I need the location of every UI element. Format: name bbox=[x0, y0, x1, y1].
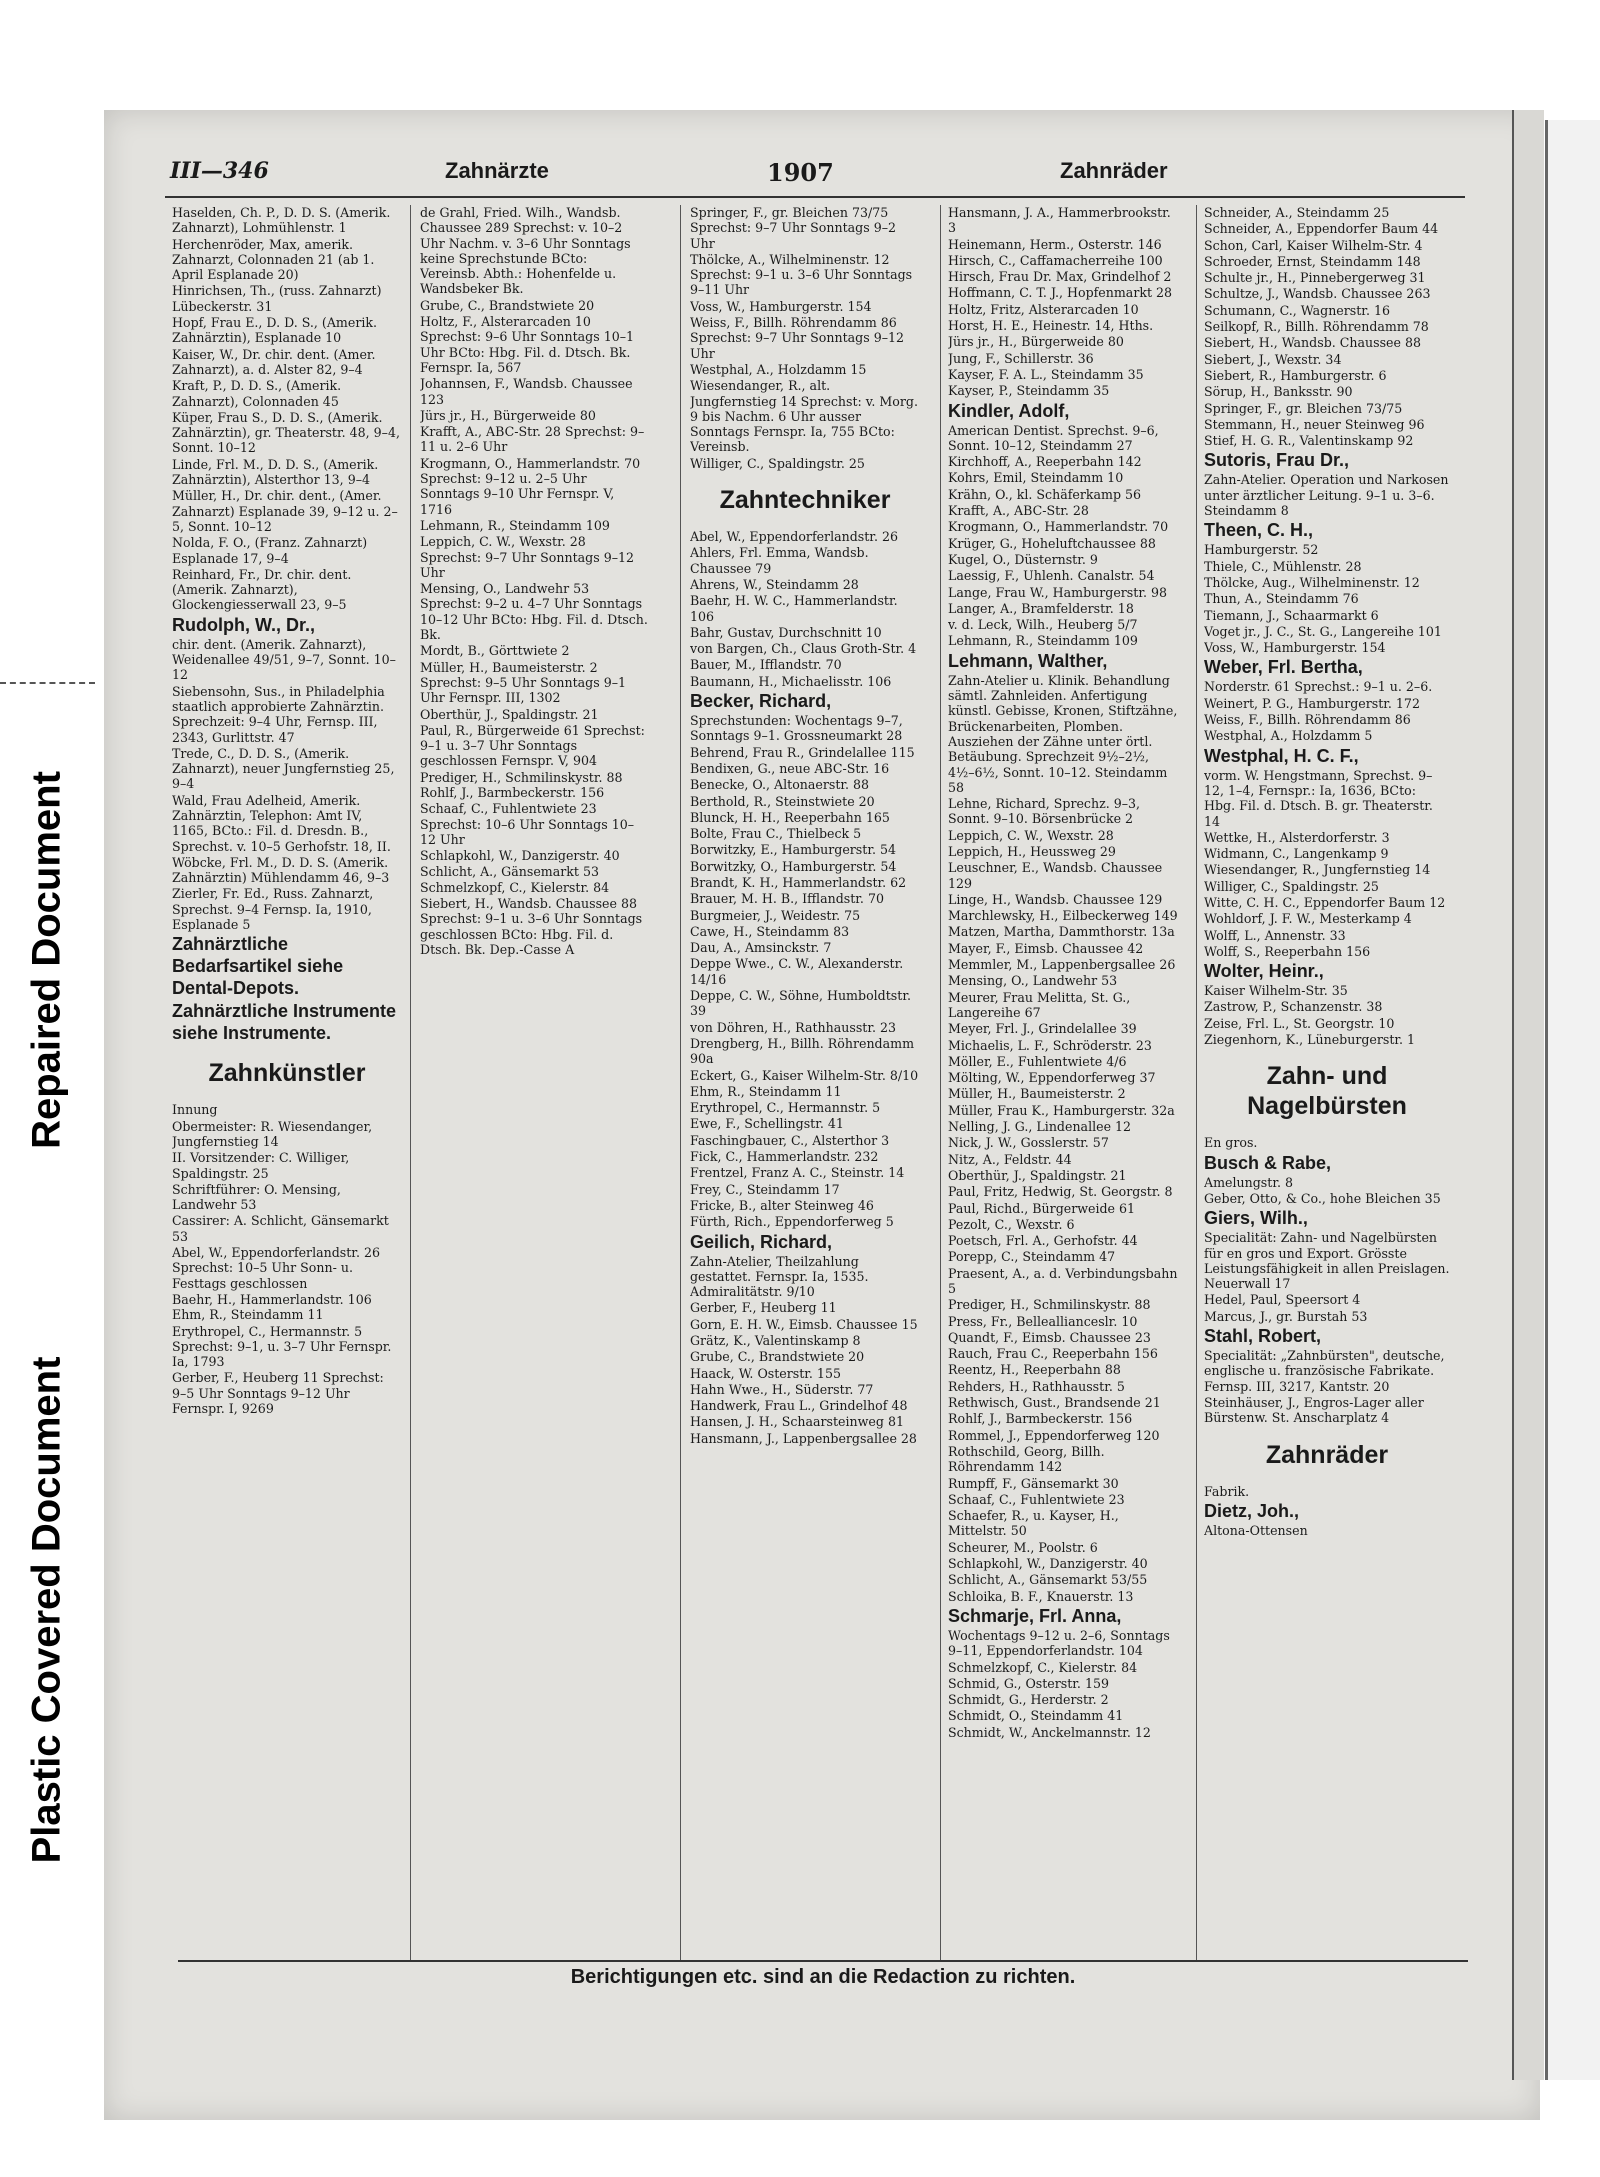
directory-entry: Laessig, F., Uhlenh. Canalstr. 54 bbox=[948, 568, 1155, 584]
dashed-divider bbox=[0, 682, 95, 684]
directory-entry: Cassirer: A. Schlicht, Gänsemarkt 53 bbox=[172, 1213, 389, 1244]
featured-entry: Weber, Frl. Bertha, bbox=[1204, 657, 1363, 678]
directory-entry: Tiemann, J., Schaarmarkt 6 bbox=[1204, 607, 1379, 623]
directory-entry: Gerber, F., Heuberg 11 Sprechst: 9–5 Uhr Sonntags 9–12 Uhr Fernspr. I, 9269 bbox=[172, 1370, 384, 1416]
directory-entry: Benecke, O., Altonaerstr. 88 bbox=[690, 777, 870, 793]
directory-entry: Wald, Frau Adelheid, Amerik. Zahnärztin, Telephon: Amt IV, 1165, BCto.: Fil. d. Dresdn. B., Sprechst. v. 10–5 Gerhofstr. 18, II. bbox=[172, 792, 391, 854]
directory-entry: Schloika, B. F., Knauerstr. 13 bbox=[948, 1588, 1134, 1604]
directory-entry: Williger, C., Spaldingstr. 25 bbox=[690, 455, 865, 471]
directory-entry: Williger, C., Spaldingstr. 25 bbox=[1204, 878, 1379, 894]
directory-entry: Möller, E., Fuhlentwiete 4/6 bbox=[948, 1053, 1127, 1069]
featured-entry: Lehmann, Walther, bbox=[948, 650, 1108, 671]
directory-entry: Wohldorf, J. F. W., Mesterkamp 4 bbox=[1204, 911, 1412, 927]
directory-entry: Burgmeier, J., Weidestr. 75 bbox=[690, 907, 861, 923]
directory-entry: Voget jr., J. C., St. G., Langereihe 101 bbox=[1204, 623, 1442, 639]
directory-entry: Schmid, G., Osterstr. 159 bbox=[948, 1675, 1109, 1691]
directory-entry: Amelungstr. 8 bbox=[1204, 1174, 1293, 1190]
directory-entry: Sprechstunden: Wochentags 9–7, Sonntags 9–1. Grossneumarkt 28 bbox=[690, 713, 903, 744]
directory-entry: Nelling, J. G., Lindenallee 12 bbox=[948, 1119, 1132, 1135]
directory-entry: Reinhard, Fr., Dr. chir. dent. (Amerik. Zahnarzt), Glockengiesserwall 23, 9–5 bbox=[172, 566, 352, 613]
directory-entry: En gros. bbox=[1204, 1135, 1258, 1151]
column-5 bbox=[1204, 205, 1450, 1955]
column-rule bbox=[940, 205, 941, 1960]
directory-entry: Kraft, P., D. D. S., (Amerik. Zahnarzt), Colonnaden 45 bbox=[172, 378, 342, 409]
directory-entry: Matzen, Martha, Dammthorstr. 13a bbox=[948, 924, 1175, 940]
directory-entry: Stemmann, H., neuer Steinweg 96 bbox=[1204, 416, 1425, 432]
directory-entry: Press, Fr., Belleallianceslr. 10 bbox=[948, 1313, 1138, 1329]
directory-entry: Nitz, A., Feldstr. 44 bbox=[948, 1151, 1072, 1167]
directory-entry: von Bargen, Ch., Claus Groth-Str. 4 bbox=[690, 641, 917, 657]
directory-entry: Westphal, A., Holzdamm 15 bbox=[690, 361, 867, 377]
directory-entry: Fricke, B., alter Steinweg 46 bbox=[690, 1197, 874, 1213]
directory-entry: Specialität: Zahn- und Nagelbürsten für en gros und Export. Grösste Leistungsfähigkeit in allen Preislagen. Neuerwall 17 bbox=[1204, 1230, 1450, 1292]
directory-entry: Horst, H. E., Heinestr. 14, Hths. bbox=[948, 318, 1154, 334]
directory-entry: Siebensohn, Sus., in Philadelphia staatlich approbierte Zahnärztin. Sprechzeit: 9–4 Uhr, Fernsp. III, 2343, Gurlittstr. 47 bbox=[172, 683, 385, 745]
section-heading: Zahntechniker bbox=[719, 486, 891, 515]
directory-entry: Weiss, F., Billh. Röhrendamm 86 bbox=[1204, 712, 1411, 728]
directory-entry: Thölcke, A., Wilhelminenstr. 12 Sprechst: 9–1 u. 3–6 Uhr Sonntags 9–11 Uhr bbox=[690, 251, 913, 298]
featured-entry: Schmarje, Frl. Anna, bbox=[948, 1605, 1122, 1626]
directory-entry: Hirsch, C., Caffamacherreihe 100 bbox=[948, 252, 1163, 268]
directory-entry: Krafft, A., ABC-Str. 28 bbox=[948, 503, 1089, 519]
directory-entry: Michaelis, L. F., Schröderstr. 23 bbox=[948, 1037, 1152, 1053]
directory-entry: Schneider, A., Steindamm 25 bbox=[1204, 205, 1390, 220]
directory-entry: Schlicht, A., Gänsemarkt 53 Schmelzkopf, C., Kielerstr. 84 bbox=[420, 864, 610, 895]
directory-entry: v. d. Leck, Wilh., Heuberg 5/7 bbox=[948, 617, 1138, 633]
directory-entry: Haselden, Ch. P., D. D. S. (Amerik. Zahnarzt), Lohmühlenstr. 1 bbox=[172, 205, 391, 236]
directory-entry: Brauer, M. H. B., Ifflandstr. 70 bbox=[690, 891, 884, 907]
directory-entry: Paul, Fritz, Hedwig, St. Georgstr. 8 bbox=[948, 1184, 1173, 1200]
section-heading: Zahnkünstler bbox=[208, 1059, 366, 1088]
featured-entry: Giers, Wilh., bbox=[1204, 1208, 1308, 1229]
directory-entry: Thiele, C., Mühlenstr. 28 bbox=[1204, 558, 1362, 574]
directory-entry: Norderstr. 61 Sprechst.: 9–1 u. 2–6. bbox=[1204, 679, 1433, 695]
directory-entry: Erythropel, C., Hermannstr. 5 Sprechst: 9–1, u. 3–7 Uhr Fernspr. Ia, 1793 bbox=[172, 1323, 392, 1370]
directory-entry: Grätz, K., Valentinskamp 8 bbox=[690, 1333, 861, 1348]
directory-entry: Rethwisch, Gust., Brandsende 21 bbox=[948, 1395, 1161, 1411]
column-2 bbox=[420, 205, 650, 1955]
directory-entry: Baehr, H., Hammerlandstr. 106 Ehm, R., Steindamm 11 bbox=[172, 1291, 372, 1323]
directory-entry: Steinhäuser, J., Engros-Lager aller Bürstenw. St. Anscharplatz 4 bbox=[1204, 1394, 1424, 1426]
side-label-top: Repaired Document bbox=[24, 771, 69, 1149]
directory-entry: Grube, C., Brandstwiete 20 bbox=[690, 1349, 865, 1365]
directory-entry: Zastrow, P., Schanzenstr. 38 bbox=[1204, 999, 1383, 1015]
directory-entry: Abel, W., Eppendorferlandstr. 26 Sprechst: 10–5 Uhr Sonn- u. Festtags geschlossen bbox=[172, 1245, 380, 1291]
directory-entry: Innung bbox=[172, 1102, 218, 1118]
featured-entry: Theen, C. H., bbox=[1204, 520, 1314, 541]
column-3 bbox=[690, 205, 920, 1955]
directory-entry: Schaefer, R., u. Kayser, H., Mittelstr. 50 bbox=[948, 1508, 1119, 1539]
directory-entry: von Döhren, H., Rathhausstr. 23 bbox=[690, 1019, 897, 1035]
featured-entry: Stahl, Robert, bbox=[1204, 1326, 1322, 1347]
column-rule bbox=[1196, 205, 1197, 1960]
directory-entry: Leppich, C. W., Wexstr. 28 bbox=[948, 827, 1114, 843]
directory-entry: Hansen, J. H., Schaarsteinweg 81 bbox=[690, 1414, 904, 1430]
featured-entry: Busch & Rabe, bbox=[1204, 1152, 1332, 1173]
directory-entry: Wochentags 9–12 u. 2–6, Sonntags 9–11, Eppendorferlandstr. 104 bbox=[948, 1627, 1170, 1659]
directory-entry: Rommel, J., Eppendorferweg 120 bbox=[948, 1427, 1160, 1443]
directory-entry: Geber, Otto, & Co., hohe Bleichen 35 bbox=[1204, 1190, 1441, 1206]
directory-entry: Holtz, Fritz, Alsterarcaden 10 bbox=[948, 301, 1139, 317]
directory-entry: Abel, W., Eppendorferlandstr. 26 bbox=[690, 529, 898, 545]
directory-entry: Hopf, Frau E., D. D. S., (Amerik. Zahnärztin), Esplanade 10 bbox=[172, 315, 378, 346]
directory-entry: Schon, Carl, Kaiser Wilhelm-Str. 4 bbox=[1204, 237, 1423, 253]
footer-rule bbox=[178, 1960, 1468, 1962]
directory-entry: Müller, Frau K., Hamburgerstr. 32a bbox=[948, 1102, 1175, 1118]
directory-entry: Paul, R., Bürgerweide 61 Sprechst: 9–1 u. 3–7 Uhr Sonntags geschlossen Fernspr. V, 904 bbox=[420, 722, 645, 769]
directory-entry: Rauch, Frau C., Reeperbahn 156 bbox=[948, 1346, 1158, 1362]
directory-entry: Drengberg, H., Billh. Röhrendamm 90a bbox=[690, 1035, 915, 1067]
directory-entry: Bahr, Gustav, Durchschnitt 10 bbox=[690, 624, 882, 640]
directory-entry: Altona-Ottensen bbox=[1204, 1522, 1308, 1538]
directory-entry: Herchenröder, Max, amerik. Zahnarzt, Colonnaden 21 (ab 1. April Esplanade 20) bbox=[172, 236, 375, 283]
page-edge bbox=[1512, 110, 1544, 2080]
directory-entry: Wiesendanger, R., Jungfernstieg 14 bbox=[1204, 862, 1431, 878]
directory-entry: Krogmann, O., Hammerlandstr. 70 bbox=[948, 519, 1169, 535]
footer-notice: Berichtigungen etc. sind an die Redaction zu richten. bbox=[570, 1966, 1076, 1988]
directory-entry: Krafft, A., ABC-Str. 28 Sprechst: 9–11 u. 2–6 Uhr bbox=[420, 424, 645, 455]
directory-entry: Seilkopf, R., Billh. Röhrendamm 78 bbox=[1204, 319, 1429, 335]
featured-entry: Zahnärztliche Instrumente siehe Instrumente. bbox=[172, 1001, 397, 1044]
directory-entry: Krähn, O., kl. Schäferkamp 56 bbox=[948, 486, 1142, 502]
directory-entry: Kohrs, Emil, Steindamm 10 bbox=[948, 470, 1124, 486]
directory-entry: Faschingbauer, C., Alsterthor 3 bbox=[690, 1132, 890, 1148]
directory-entry: Mölting, W., Eppendorferweg 37 bbox=[948, 1070, 1156, 1086]
directory-entry: Müller, H., Baumeisterstr. 2 bbox=[948, 1086, 1126, 1102]
directory-entry: Pezolt, C., Wexstr. 6 bbox=[948, 1216, 1075, 1232]
header-right-title: Zahnräder bbox=[1060, 158, 1168, 183]
directory-entry: Baumann, H., Michaelisstr. 106 bbox=[690, 673, 892, 689]
directory-entry: Rumpff, F., Gänsemarkt 30 bbox=[948, 1475, 1119, 1491]
directory-entry: Grube, C., Brandstwiete 20 bbox=[420, 297, 595, 313]
directory-entry: Hedel, Paul, Speersort 4 bbox=[1204, 1292, 1361, 1308]
directory-entry: Handwerk, Frau L., Grindelhof 48 bbox=[690, 1398, 908, 1414]
directory-entry: Haack, W. Osterstr. 155 bbox=[690, 1365, 841, 1381]
directory-entry: Kayser, P., Steindamm 35 bbox=[948, 383, 1110, 399]
directory-entry: Lehne, Richard, Sprechz. 9–3, Sonnt. 9–10. Börsenbrücke 2 bbox=[948, 796, 1141, 827]
side-label-bottom: Plastic Covered Document bbox=[24, 1356, 69, 1864]
directory-entry: Fürth, Rich., Eppendorferweg 5 bbox=[690, 1214, 894, 1230]
directory-entry: Zahn-Atelier, Theilzahlung gestattet. Fernspr. Ia, 1535. Admiralitätstr. 9/10 bbox=[690, 1253, 869, 1300]
directory-entry: Porepp, C., Steindamm 47 bbox=[948, 1249, 1116, 1265]
directory-entry: Langer, A., Bramfelderstr. 18 bbox=[948, 600, 1134, 616]
directory-entry: Bauer, M., Ifflandstr. 70 bbox=[690, 657, 842, 673]
directory-entry: Schultze, J., Wandsb. Chaussee 263 bbox=[1204, 286, 1431, 302]
directory-entry: Gerber, F., Heuberg 11 bbox=[690, 1300, 837, 1316]
directory-entry: Schlapkohl, W., Danzigerstr. 40 bbox=[948, 1556, 1148, 1572]
directory-entry: Hamburgerstr. 52 bbox=[1204, 542, 1319, 558]
directory-entry: Brandt, K. H., Hammerlandstr. 62 bbox=[690, 874, 907, 890]
directory-entry: Prediger, H., Schmilinskystr. 88 bbox=[948, 1297, 1151, 1313]
directory-entry: Zahn-Atelier. Operation und Narkosen unter ärztlicher Leitung. 9–1 u. 3–6. Steindamm 8 bbox=[1204, 472, 1449, 519]
directory-entry: Quandt, F., Eimsb. Chaussee 23 bbox=[948, 1329, 1151, 1345]
directory-entry: Frey, C., Steindamm 17 bbox=[690, 1181, 840, 1197]
directory-entry: Stief, H. G. R., Valentinskamp 92 bbox=[1204, 433, 1414, 449]
directory-entry: Ziegenhorn, K., Lüneburgerstr. 1 bbox=[1204, 1032, 1416, 1048]
directory-entry: Müller, H., Dr. chir. dent., (Amer. Zahnarzt) Esplanade 39, 9–12 u. 2–5, Sonnt. 10–12 bbox=[172, 488, 398, 534]
directory-entry: Schmidt, O., Steindamm 41 bbox=[948, 1708, 1124, 1724]
directory-entry: Prediger, H., Schmilinskystr. 88 Rohlf, J., Barmbeckerstr. 156 bbox=[420, 769, 623, 800]
directory-entry: Thölcke, Aug., Wilhelminenstr. 12 bbox=[1204, 574, 1420, 590]
directory-entry: Lange, Frau W., Hamburgerstr. 98 bbox=[948, 584, 1167, 600]
directory-entry: Eckert, G., Kaiser Wilhelm-Str. 8/10 bbox=[690, 1067, 919, 1083]
directory-entry: Voss, W., Hamburgerstr. 154 bbox=[690, 298, 872, 314]
directory-entry: Lehmann, R., Steindamm 109 bbox=[948, 633, 1138, 649]
directory-entry: Memmler, M., Lappenbergsallee 26 bbox=[948, 957, 1176, 973]
directory-entry: Rohlf, J., Barmbeckerstr. 156 bbox=[948, 1411, 1133, 1427]
directory-entry: Widmann, C., Langenkamp 9 bbox=[1204, 846, 1389, 862]
directory-entry: Schroeder, Ernst, Steindamm 148 bbox=[1204, 253, 1421, 269]
featured-entry: Zahnärztliche Bedarfsartikel siehe Dental-Depots. bbox=[172, 934, 344, 999]
featured-entry: Dietz, Joh., bbox=[1204, 1500, 1300, 1521]
directory-entry: de Grahl, Fried. Wilh., Wandsb. Chaussee 289 Sprechst: v. 10–2 Uhr Nachm. v. 3–6 Uhr Sonntags keine Sprechstunde BCto: Vereinsb. Abth.: Hohenfelde u. Wandsbeker Bk. bbox=[420, 205, 631, 297]
directory-entry: Zeise, Frl. L., St. Georgstr. 10 bbox=[1204, 1015, 1395, 1031]
directory-entry: Scheurer, M., Poolstr. 6 bbox=[948, 1539, 1098, 1555]
directory-entry: Holtz, F., Alsterarcaden 10 Sprechst: 9–6 Uhr Sonntags 10–1 Uhr BCto: Hbg. Fil. d. Dtsch. Bk. Fernspr. Ia, 567 bbox=[420, 314, 635, 375]
directory-entry: Krüger, G., Hoheluftchaussee 88 bbox=[948, 535, 1156, 551]
directory-entry: Weiss, F., Billh. Röhrendamm 86 Sprechst: 9–7 Uhr Sonntags 9–12 Uhr bbox=[690, 315, 905, 361]
directory-entry: Fick, C., Hammerlandstr. 232 bbox=[690, 1149, 879, 1165]
directory-entry: Praesent, A., a. d. Verbindungsbahn 5 bbox=[948, 1265, 1178, 1296]
directory-entry: Schulte jr., H., Pinnebergerweg 31 bbox=[1204, 270, 1426, 286]
directory-entry: Oberthür, J., Spaldingstr. 21 bbox=[420, 706, 599, 722]
directory-entry: Blunck, H. H., Reeperbahn 165 bbox=[690, 809, 890, 825]
featured-entry: Wolter, Heinr., bbox=[1204, 961, 1324, 982]
directory-entry: Leuschner, E., Wandsb. Chaussee 129 bbox=[948, 860, 1163, 891]
directory-entry: Mordt, B., Görttwiete 2 bbox=[420, 643, 570, 659]
directory-entry: Hinrichsen, Th., (russ. Zahnarzt) Lübeckerstr. 31 bbox=[172, 283, 382, 314]
directory-entry: Hoffmann, C. T. J., Hopfenmarkt 28 bbox=[948, 285, 1173, 301]
directory-entry: Bolte, Frau C., Thielbeck 5 bbox=[690, 826, 862, 842]
directory-entry: Siebert, J., Wexstr. 34 bbox=[1204, 351, 1342, 367]
directory-entry: Meurer, Frau Melitta, St. G., Langereihe 67 bbox=[948, 989, 1131, 1020]
directory-entry: Erythropel, C., Hermannstr. 5 bbox=[690, 1100, 881, 1116]
directory-entry: Ewe, F., Schellingstr. 41 bbox=[690, 1116, 844, 1132]
directory-entry: Marchlewsky, H., Eilbeckerweg 149 bbox=[948, 908, 1178, 924]
directory-entry: Schumann, C., Wagnerstr. 16 bbox=[1204, 302, 1390, 318]
column-rule bbox=[680, 205, 681, 1960]
directory-entry: Kaiser, W., Dr. chir. dent. (Amer. Zahnarzt), a. d. Alster 82, 9–4 bbox=[172, 346, 376, 377]
directory-entry: Deppe Wwe., C. W., Alexanderstr. 14/16 bbox=[690, 956, 904, 987]
directory-entry: Thun, A., Steindamm 76 bbox=[1204, 591, 1359, 607]
directory-entry: Hahn Wwe., H., Süderstr. 77 bbox=[690, 1381, 874, 1397]
directory-entry: Mensing, O., Landwehr 53 bbox=[948, 973, 1118, 989]
directory-entry: Siebert, H., Wandsb. Chaussee 88 Sprechst: 9–1 u. 3–6 Uhr Sonntags geschlossen BCto: Hbg. Fil. d. Dtsch. Bk. Dep.-Casse A bbox=[420, 896, 643, 957]
column-rule bbox=[410, 205, 411, 1960]
directory-entry: Hansmann, J., Lappenbergsallee 28 bbox=[690, 1430, 917, 1446]
directory-entry: Siebert, H., Wandsb. Chaussee 88 bbox=[1204, 335, 1421, 351]
directory-entry: Borwitzky, O., Hamburgerstr. 54 bbox=[690, 858, 897, 874]
directory-entry: Schneider, A., Eppendorfer Baum 44 bbox=[1204, 221, 1439, 237]
directory-entry: Zahn-Atelier u. Klinik. Behandlung sämtl. Zahnleiden. Anfertigung künstl. Gebisse, Kronen, Stiftzähne, Brückenarbeiten, Plomben. Ausziehen der Zähne unter örtl. Betäubung. Sprechzeit 9½–2½, 4½–6½, Sonnt. 10–12. Steindamm 58 bbox=[948, 672, 1178, 795]
directory-entry: Müller, H., Baumeisterstr. 2 Sprechst: 9–5 Uhr Sonntags 9–1 Uhr Fernspr. III, 1302 bbox=[420, 659, 627, 706]
directory-entry: Küper, Frau S., D. D. S., (Amerik. Zahnärztin), gr. Theaterstr. 48, 9–4, Sonnt. 10–12 bbox=[172, 409, 400, 456]
directory-entry: Springer, F., gr. Bleichen 73/75 Sprechst: 9–7 Uhr Sonntags 9–2 Uhr bbox=[690, 205, 897, 251]
directory-entry: Hansmann, J. A., Hammerbrookstr. 3 bbox=[948, 205, 1171, 236]
directory-entry: Schlicht, A., Gänsemarkt 53/55 bbox=[948, 1572, 1148, 1588]
directory-entry: Paul, Richd., Bürgerweide 61 bbox=[948, 1200, 1136, 1216]
directory-entry: Bendixen, G., neue ABC-Str. 16 bbox=[690, 760, 890, 776]
directory-entry: vorm. W. Hengstmann, Sprechst. 9–12, 1–4, Fernspr.: Ia, 1636, BCto: Hbg. Fil. d. Dtsch. B. gr. Theaterstr. 14 bbox=[1204, 767, 1433, 829]
column-4 bbox=[948, 205, 1178, 1955]
directory-entry: Witte, C. H. C., Eppendorfer Baum 12 bbox=[1204, 894, 1446, 910]
directory-entry: chir. dent. (Amerik. Zahnarzt), Weidenallee 49/51, 9–7, Sonnt. 10–12 bbox=[172, 636, 396, 683]
directory-entry: Reentz, H., Reeperbahn 88 bbox=[948, 1362, 1121, 1378]
directory-entry: Linde, Frl. M., D. D. S., (Amerik. Zahnärztin), Alsterthor 13, 9–4 bbox=[172, 456, 379, 488]
directory-entry: Sörup, H., Banksstr. 90 bbox=[1204, 384, 1353, 400]
directory-entry: Schmelzkopf, C., Kielerstr. 84 bbox=[948, 1659, 1138, 1675]
directory-entry: Kaiser Wilhelm-Str. 35 bbox=[1204, 983, 1348, 999]
directory-entry: Cawe, H., Steindamm 83 bbox=[690, 923, 850, 939]
directory-entry: Jürs jr., H., Bürgerweide 80 bbox=[420, 407, 596, 423]
adjacent-page-strip bbox=[1545, 120, 1600, 2080]
featured-entry: Becker, Richard, bbox=[690, 691, 832, 712]
directory-entry: Schmidt, W., Anckelmannstr. 12 bbox=[948, 1724, 1151, 1740]
directory-entry: Linge, H., Wandsb. Chaussee 129 bbox=[948, 891, 1163, 907]
directory-entry: Wolff, L., Annenstr. 33 bbox=[1204, 927, 1346, 943]
directory-entry: Zierler, Fr. Ed., Russ. Zahnarzt, Sprechst. 9–4 Fernsp. Ia, 1910, Esplanade 5 bbox=[172, 886, 374, 933]
directory-entry: Ehm, R., Steindamm 11 bbox=[690, 1083, 842, 1099]
directory-entry: Berthold, R., Steinstwiete 20 bbox=[690, 793, 875, 809]
directory-entry: Schaaf, C., Fuhlentwiete 23 Sprechst: 10–6 Uhr Sonntags 10–12 Uhr bbox=[420, 801, 635, 847]
directory-entry: Mayer, F., Eimsb. Chaussee 42 bbox=[948, 940, 1144, 956]
directory-entry: Nick, J. W., Gosslerstr. 57 bbox=[948, 1135, 1109, 1151]
directory-entry: Weinert, P. G., Hamburgerstr. 172 bbox=[1204, 695, 1420, 711]
directory-entry: Wolff, S., Reeperbahn 156 bbox=[1204, 943, 1371, 959]
directory-entry: Voss, W., Hamburgerstr. 154 bbox=[1204, 640, 1386, 656]
directory-entry: Schriftführer: O. Mensing, Landwehr 53 bbox=[172, 1181, 341, 1213]
directory-entry: Trede, C., D. D. S., (Amerik. Zahnarzt), neuer Jungfernstieg 25, 9–4 bbox=[172, 745, 395, 792]
featured-entry: Rudolph, W., Dr., bbox=[172, 614, 315, 635]
header-year: 1907 bbox=[767, 158, 834, 187]
directory-entry: Schaaf, C., Fuhlentwiete 23 bbox=[948, 1491, 1125, 1507]
directory-entry: Borwitzky, E., Hamburgerstr. 54 bbox=[690, 842, 896, 858]
directory-entry: Marcus, J., gr. Burstah 53 bbox=[1204, 1308, 1368, 1324]
directory-entry: Leppich, H., Heussweg 29 bbox=[948, 843, 1116, 859]
directory-entry: Wöbcke, Frl. M., D. D. S. (Amerik. Zahnärztin) Mühlendamm 46, 9–3 bbox=[172, 854, 390, 886]
directory-entry: Kirchhoff, A., Reeperbahn 142 bbox=[948, 454, 1142, 470]
directory-entry: Krogmann, O., Hammerlandstr. 70 Sprechst: 9–12 u. 2–5 Uhr Sonntags 9–10 Uhr Fernspr. V, 1716 bbox=[420, 455, 641, 517]
directory-entry: Oberthür, J., Spaldingstr. 21 bbox=[948, 1167, 1127, 1183]
directory-entry: Westphal, A., Holzdamm 5 bbox=[1204, 728, 1373, 744]
directory-entry: Schmidt, G., Herderstr. 2 bbox=[948, 1692, 1109, 1708]
directory-entry: Heinemann, Herm., Osterstr. 146 bbox=[948, 236, 1162, 252]
directory-entry: Jung, F., Schillerstr. 36 bbox=[948, 350, 1094, 366]
directory-entry: Schlapkohl, W., Danzigerstr. 40 bbox=[420, 848, 620, 864]
directory-entry: Springer, F., gr. Bleichen 73/75 bbox=[1204, 400, 1403, 416]
directory-entry: Hirsch, Frau Dr. Max, Grindelhof 2 bbox=[948, 269, 1172, 285]
directory-entry: Frentzel, Franz A. C., Steinstr. 14 bbox=[690, 1165, 905, 1181]
directory-entry: Specialität: „Zahnbürsten", deutsche, englische u. französische Fabrikate. Fernsp. III, 3217, Kantstr. 20 bbox=[1204, 1348, 1445, 1394]
section-heading: Zahnräder bbox=[1265, 1440, 1389, 1469]
header-section-title: Zahnärzte bbox=[445, 158, 549, 183]
directory-entry: Deppe, C. W., Söhne, Humboldtstr. 39 bbox=[690, 988, 911, 1019]
page-number: III—346 bbox=[170, 158, 269, 184]
directory-entry: Johannsen, F., Wandsb. Chaussee 123 bbox=[420, 376, 633, 407]
featured-entry: Geilich, Richard, bbox=[690, 1231, 833, 1252]
directory-entry: Lehmann, R., Steindamm 109 bbox=[420, 517, 610, 533]
directory-entry: Wiesendanger, R., alt. Jungfernstieg 14 Sprechst: v. Morg. 9 bis Nachm. 6 Uhr ausser Sonntags Fernspr. Ia, 755 BCto: Vereinsb. bbox=[690, 378, 918, 455]
directory-entry: Wettke, H., Alsterdorferstr. 3 bbox=[1204, 829, 1390, 845]
directory-entry: Rothschild, Georg, Billh. Röhrendamm 142 bbox=[948, 1443, 1105, 1475]
featured-entry: Kindler, Adolf, bbox=[948, 400, 1070, 421]
directory-entry: Dau, A., Amsinckstr. 7 bbox=[690, 940, 832, 956]
directory-entry: American Dentist. Sprechst. 9–6, Sonnt. 10–12, Steindamm 27 bbox=[948, 422, 1159, 453]
featured-entry: Westphal, H. C. F., bbox=[1204, 745, 1359, 766]
directory-entry: Kayser, F. A. L., Steindamm 35 bbox=[948, 366, 1144, 382]
directory-entry: Leppich, C. W., Wexstr. 28 Sprechst: 9–7 Uhr Sonntags 9–12 Uhr bbox=[420, 534, 635, 580]
directory-entry: Ahrens, W., Steindamm 28 bbox=[690, 576, 859, 592]
section-heading: Zahn- und Nagelbürsten bbox=[1247, 1062, 1407, 1121]
directory-entry: Kugel, O., Düsternstr. 9 bbox=[948, 551, 1098, 567]
directory-entry: Behrend, Frau R., Grindelallee 115 bbox=[690, 744, 915, 760]
directory-entry: Ahlers, Frl. Emma, Wandsb. Chaussee 79 bbox=[690, 545, 869, 576]
featured-entry: Sutoris, Frau Dr., bbox=[1204, 450, 1350, 471]
directory-entry: Nolda, F. O., (Franz. Zahnarzt) Esplanade 17, 9–4 bbox=[172, 535, 368, 566]
directory-entry: Jürs jr., H., Bürgerweide 80 bbox=[948, 334, 1124, 350]
column-1 bbox=[172, 205, 402, 1955]
directory-entry: Rehders, H., Rathhausstr. 5 bbox=[948, 1378, 1125, 1394]
directory-entry: Gorn, E. H. W., Eimsb. Chaussee 15 bbox=[690, 1316, 918, 1332]
directory-entry: Mensing, O., Landwehr 53 Sprechst: 9–2 u. 4–7 Uhr Sonntags 10–12 Uhr BCto: Hbg. Fil. d. Dtsch. Bk. bbox=[420, 581, 648, 643]
directory-entry: Meyer, Frl. J., Grindelallee 39 bbox=[948, 1021, 1137, 1037]
directory-entry: Siebert, R., Hamburgerstr. 6 bbox=[1204, 367, 1387, 383]
directory-entry: II. Vorsitzender: C. Williger, Spaldingstr. 25 bbox=[172, 1150, 350, 1181]
header-rule bbox=[165, 196, 1465, 198]
directory-entry: Poetsch, Frl. A., Gerhofstr. 44 bbox=[948, 1233, 1138, 1249]
directory-entry: Obermeister: R. Wiesendanger, Jungfernstieg 14 bbox=[172, 1118, 373, 1149]
directory-entry: Baehr, H. W. C., Hammerlandstr. 106 bbox=[690, 593, 898, 624]
directory-entry: Fabrik. bbox=[1204, 1483, 1250, 1499]
